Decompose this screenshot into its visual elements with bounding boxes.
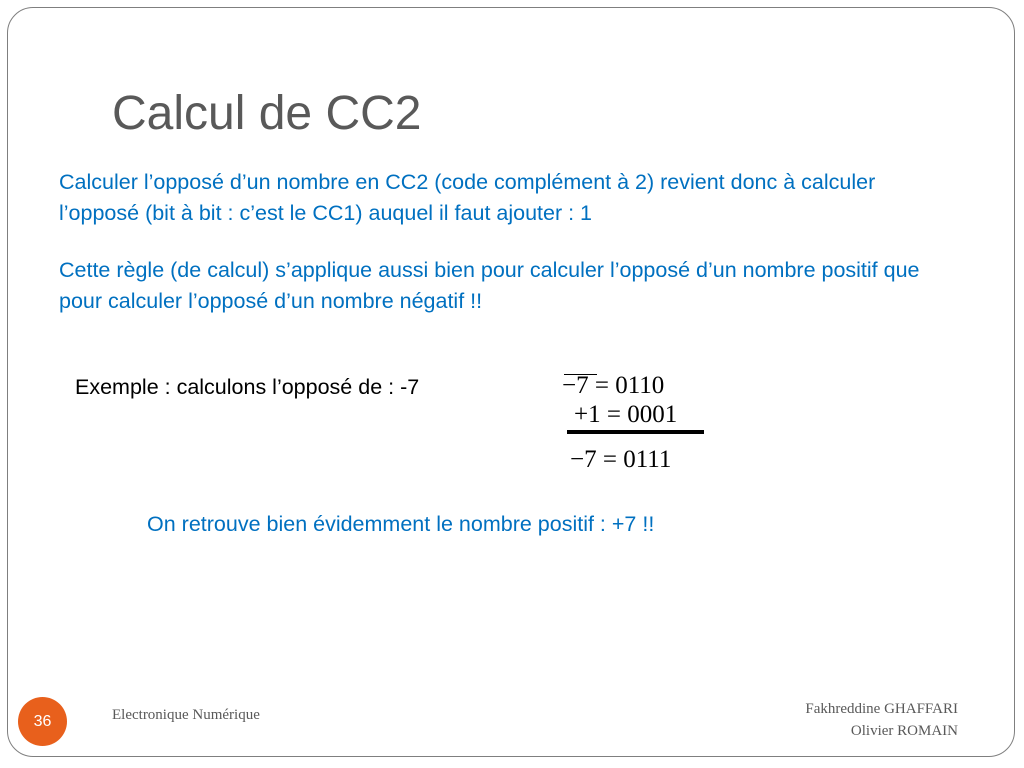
paragraph-cc2-definition: Calculer l’opposé d’un nombre en CC2 (code complément à 2) revient donc à calculer l’opposé (bit à bit : c’est le CC1) auquel il faut ajouter : 1 [59, 170, 876, 225]
paragraph-rule-note: Cette règle (de calcul) s’applique aussi bien pour calculer l’opposé d’un nombre positif que pour calculer l’opposé d’un nombre négatif !! [59, 258, 920, 313]
footer-author-1: Fakhreddine GHAFFARI [805, 701, 958, 717]
footer-authors [805, 698, 958, 742]
footer-author-2: Olivier ROMAIN [850, 723, 958, 739]
conclusion-text: On retrouve bien évidemment le nombre positif : +7 !! [147, 512, 655, 536]
footer-course-name: Electronique Numérique [112, 707, 260, 723]
math-result-line: −7 = 0111 [570, 446, 672, 473]
page-number-badge: 36 [18, 697, 67, 746]
example-label: Exemple : calculons l’opposé de : -7 [75, 375, 420, 399]
slide-title: Calcul de CC2 [112, 87, 422, 140]
math-add-one-line: +1 = 0001 [574, 401, 678, 428]
math-complement-line: −7 = 0110 [562, 372, 665, 399]
sum-rule [567, 430, 704, 434]
